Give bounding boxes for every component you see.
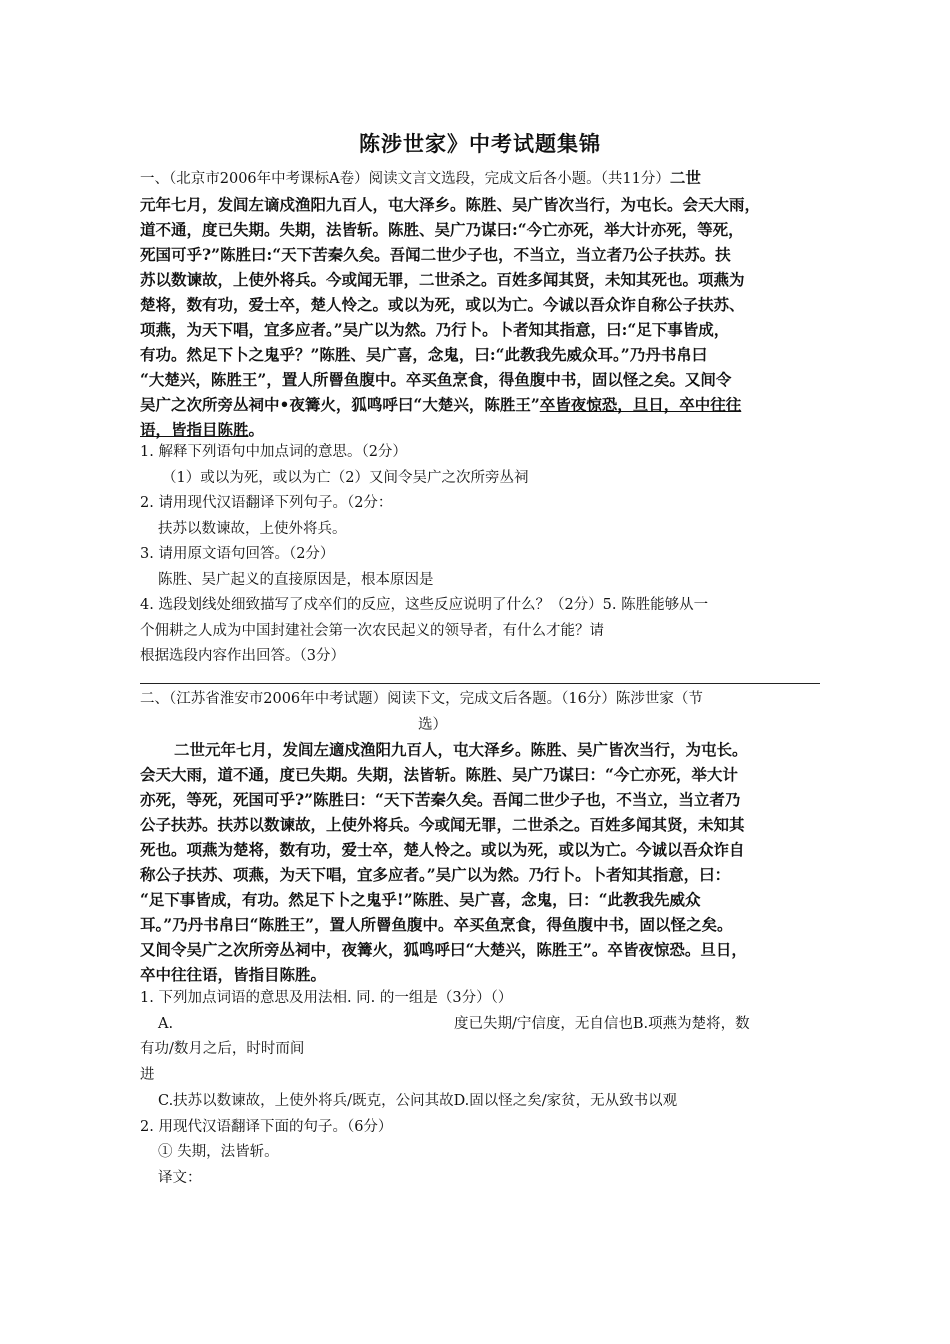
section-2-line: 亦死，等死，死国可乎?”陈胜曰：“天下苦秦久矣。吾闻二世少子也，不当立，当立者乃 (140, 790, 741, 809)
s2-question-1: 1. 下列加点词语的意思及用法相. 同. 的一组是（3分）（） (140, 990, 513, 1006)
section-2-line: 死也。项燕为楚将，数有功，爱士卒，楚人怜之。或以为死，或以为亡。今诚以吾众诈自 (140, 840, 745, 859)
question-2: 2. 请用现代汉语翻译下列句子。（2分： (140, 495, 393, 511)
section-divider (140, 683, 820, 684)
question-1-items: （1）或以为死，或以为亡（2）又间令吴广之次所旁丛祠 (162, 469, 529, 486)
question-1: 1. 解释下列语句中加点词的意思。（2分） (140, 444, 407, 460)
section-2-line: 卒中往往语，皆指目陈胜。 (140, 965, 327, 984)
section-2-line: 称公子扶苏、项燕，为天下唱，宜多应者。”吴广以为然。乃行卜。卜者知其指意，曰： (140, 865, 731, 884)
section-2-questions-cont (140, 1089, 820, 1191)
document-title: 陈涉世家》中考试题集锦 (359, 131, 601, 156)
underlined-passage-end: 语，皆指目陈胜 (140, 420, 249, 439)
option-c-d: C.扶苏以数谏故，上使外将兵/既克，公问其故D.固以怪之矣/家贫，无从致书以观 (158, 1093, 678, 1109)
section-2-line: 公子扶苏。扶苏以数谏故，上使外将兵。今或闻无罪，二世杀之。百姓多闻其贤，未知其 (140, 815, 745, 834)
s2-question-1-options-ab (140, 1012, 820, 1038)
question-5-cont: 个佣耕之人成为中国封建社会第一次农民起义的领导者，有什么才能？请 (140, 622, 604, 639)
section-2-line: 又间令吴广之次所旁丛祠中，夜篝火，狐鸣呼曰“大楚兴，陈胜王”。卒皆夜惊恐。旦日， (140, 940, 747, 959)
section-1 (140, 165, 820, 442)
section-1-line (140, 417, 820, 442)
option-a-label: A. (158, 1015, 174, 1032)
section-1-line: 元年七月，发闾左谪戍渔阳九百人，屯大泽乡。陈胜、吴广皆次当行，为屯长。会天大雨， (140, 195, 761, 214)
section-1-line: 楚将，数有功，爱士卒，楚人怜之。或以为死，或以为亡。今诚以吾众诈自称公子扶苏、 (140, 295, 745, 314)
section-2-header: 二、（江苏省淮安市2006年中考试题）阅读下文，完成文后各题。（16分）陈涉世家（节 (140, 691, 703, 707)
section-1-questions (140, 440, 820, 670)
s2-question-2-answer-label: 译文： (158, 1169, 202, 1186)
option-b-cont2: 进 (140, 1066, 155, 1083)
question-3: 3. 请用原文语句回答。（2分） (140, 546, 335, 562)
section-1-header (140, 165, 820, 192)
section-2 (140, 687, 820, 738)
section-2-line: 会天大雨，道不通，度已失期。失期，法皆斩。陈胜、吴广乃谋曰：“今亡亦死，举大计 (140, 765, 738, 784)
question-5-cont2: 根据选段内容作出回答。（3分） (140, 648, 345, 664)
section-1-line: 有功。然足下卜之鬼乎？”陈胜、吴广喜，念鬼，曰:“此教我先威众耳。”乃丹书帛曰 (140, 345, 708, 364)
section-2-line: 二世元年七月，发闾左適戍渔阳九百人，屯大泽乡。陈胜、吴广皆次当行，为屯长。 (174, 740, 748, 759)
question-3-prompt: 陈胜、吴广起义的直接原因是，根本原因是 (158, 571, 434, 588)
section-1-line-9-plain: 吴广之次所旁丛祠中•夜篝火，狐鸣呼曰“大楚兴，陈胜王” (140, 395, 540, 414)
section-2-questions (140, 986, 820, 1088)
underlined-passage: 卒皆夜惊恐，旦日，卒中往往 (539, 395, 742, 414)
section-1-line (140, 392, 820, 417)
section-1-line: 道不通，度已失期。失期，法皆斩。陈胜、吴广乃谋曰:“今亡亦死，举大计亦死，等死， (140, 220, 744, 239)
section-2-header-cont: 选） (418, 716, 447, 733)
section-2-line: 耳。”乃丹书帛曰“陈胜王”，置人所罾鱼腹中。卒买鱼烹食，得鱼腹中书，固以怪之矣。 (140, 915, 733, 934)
section-1-text-start: 二世 (669, 168, 701, 187)
question-2-sentence: 扶苏以数谏故，上使外将兵。 (158, 520, 347, 537)
section-2-passage (140, 737, 820, 987)
question-4-5: 4. 选段划线处细致描写了戍卒们的反应，这些反应说明了什么？（2分）5. 陈胜能够从一 (140, 597, 709, 613)
option-b-cont: 有功/数月之后，时时而间 (140, 1041, 305, 1057)
section-1-line-10-end: 。 (248, 420, 265, 439)
section-1-line: “大楚兴，陈胜王”，置人所罾鱼腹中。卒买鱼烹食，得鱼腹中书，固以怪之矣。又间令 (140, 370, 732, 389)
section-1-line: 项燕，为天下唱，宜多应者。”吴广以为然。乃行卜。卜者知其指意，曰:“足下事皆成， (140, 320, 730, 339)
section-2-line: “足下事皆成，有功。然足下卜之鬼乎!”陈胜、吴广喜，念鬼，曰：“此教我先威众 (140, 890, 701, 909)
option-a-b-text: 度已失期/宁信度，无自信也B.项燕为楚将，数 (454, 1015, 750, 1032)
s2-question-2-item: ① 失期，法皆斩。 (158, 1144, 279, 1160)
section-1-header-text: 一、（北京市2006年中考课标A卷）阅读文言文选段，完成文后各小题。（共11分） (140, 171, 670, 187)
s2-question-2: 2. 用现代汉语翻译下面的句子。（6分） (140, 1118, 393, 1135)
section-1-line: 苏以数谏故，上使外将兵。今或闻无罪，二世杀之。百姓多闻其贤，未知其死也。项燕为 (140, 270, 745, 289)
section-1-line: 死国可乎?”陈胜曰:“天下苦秦久矣。吾闻二世少子也，不当立，当立者乃公子扶苏。扶 (140, 245, 731, 264)
